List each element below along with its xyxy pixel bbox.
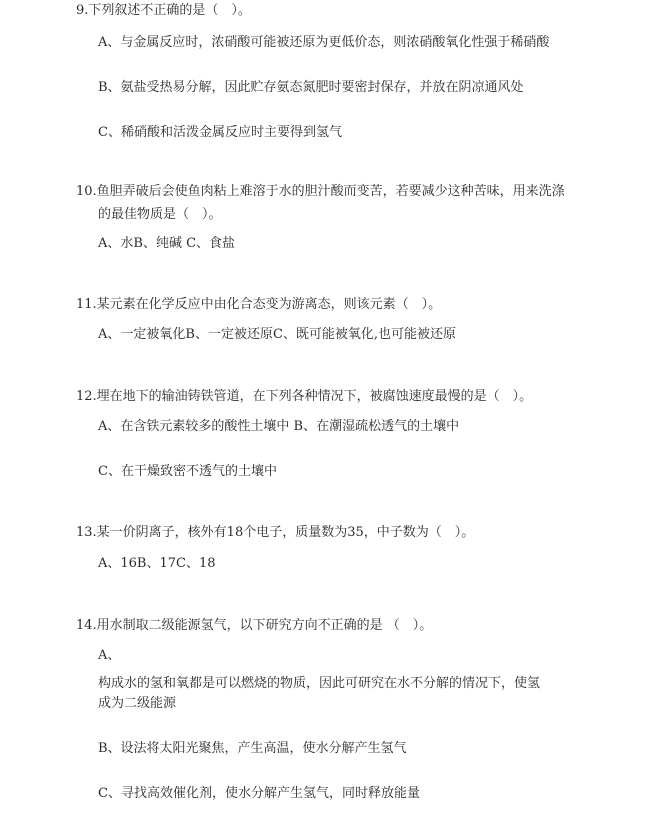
question-13-stem: 13.某一价阴离子，核外有18个电子，质量数为35，中子数为（ ）。 xyxy=(76,525,475,540)
question-13-options: A、16B、17C、18 xyxy=(98,556,216,571)
question-12-option-c: C、在干燥致密不透气的土壤中 xyxy=(98,464,277,479)
question-14-option-a-label: A、 xyxy=(98,648,121,663)
question-10-options: A、水B、纯碱 C、食盐 xyxy=(98,236,236,251)
question-14-stem: 14.用水制取二级能源氢气，以下研究方向不正确的是 （ ）。 xyxy=(76,618,433,633)
question-9-option-c: C、稀硝酸和活泼金属反应时主要得到氢气 xyxy=(98,125,342,140)
question-10-stem-cont: 的最佳物质是（ ）。 xyxy=(98,207,222,222)
question-9-stem: 9.下列叙述不正确的是（ ）。 xyxy=(76,3,251,18)
question-11-options: A、一定被氧化B、一定被还原C、既可能被氧化,也可能被还原 xyxy=(98,327,457,342)
question-10-stem: 10.鱼胆弄破后会使鱼肉粘上难溶于水的胆汁酸而变苦，若要减少这种苦味，用来洗涤 xyxy=(76,184,565,199)
question-14-option-c: C、寻找高效催化剂，使水分解产生氢气，同时释放能量 xyxy=(98,786,420,801)
question-11-stem: 11.某元素在化学反应中由化合态变为游离态，则该元素（ ）。 xyxy=(76,297,442,312)
question-14-option-b: B、设法将太阳光聚焦，产生高温，使水分解产生氢气 xyxy=(98,741,407,756)
question-14-option-a-text: 构成水的氢和氧都是可以燃烧的物质，因此可研究在水不分解的情况下，使氢 xyxy=(98,676,541,691)
question-12-stem: 12.埋在地下的输油铸铁管道，在下列各种情况下，被腐蚀速度最慢的是（ ）。 xyxy=(76,389,533,404)
question-9-option-a: A、与金属反应时，浓硝酸可能被还原为更低价态，则浓硝酸氧化性强于稀硝酸 xyxy=(98,35,550,50)
question-12-option-ab: A、在含铁元素较多的酸性土壤中 B、在潮湿疏松透气的土壤中 xyxy=(98,419,460,434)
question-14-option-a-text-cont: 成为二级能源 xyxy=(98,696,177,711)
question-9-option-b: B、氨盐受热易分解，因此贮存氨态氮肥时要密封保存，并放在阴凉通风处 xyxy=(98,80,524,95)
